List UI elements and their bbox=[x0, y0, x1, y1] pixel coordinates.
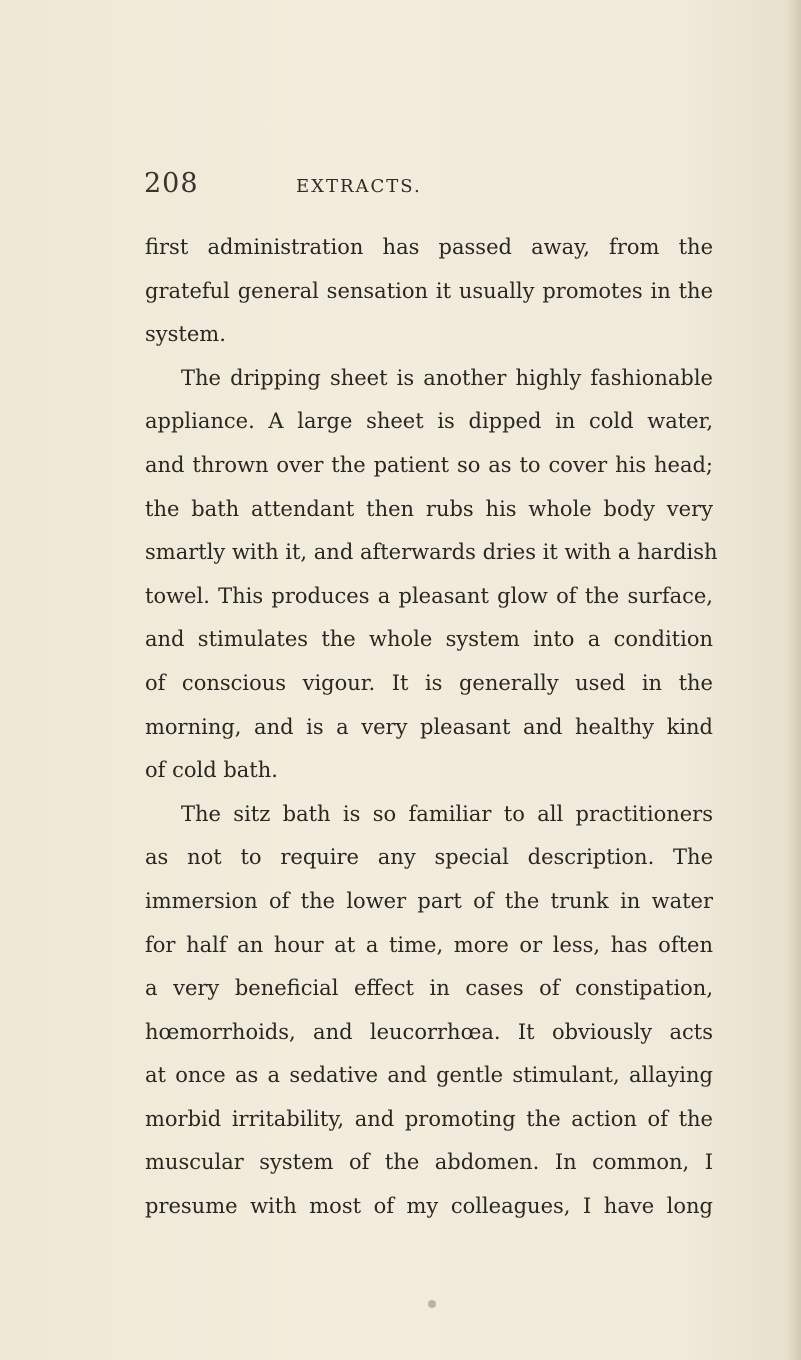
text-line: hœmorrhoids, and leucorrhœa. It obviously acts bbox=[145, 1019, 713, 1044]
text-line: a very beneficial effect in cases of constipation, bbox=[145, 976, 713, 1001]
text-line: towel. This produces a pleasant glow of the surface, bbox=[145, 583, 713, 608]
text-line: the bath attendant then rubs his whole body very bbox=[145, 496, 713, 521]
running-head: EXTRACTS. bbox=[296, 176, 422, 197]
text-line: smartly with it, and afterwards dries it with a hardish bbox=[145, 540, 718, 565]
text-line: as not to require any special description. The bbox=[145, 845, 713, 870]
text-line: immersion of the lower part of the trunk in water bbox=[145, 888, 713, 913]
text-line: system. bbox=[145, 322, 226, 347]
text-line: of conscious vigour. It is generally used in the bbox=[145, 670, 713, 695]
text-line: for half an hour at a time, more or less, has often bbox=[145, 932, 713, 957]
text-line: The dripping sheet is another highly fashionable bbox=[181, 365, 713, 390]
text-line: at once as a sedative and gentle stimulant, allaying bbox=[145, 1063, 713, 1088]
body-text bbox=[145, 226, 718, 1229]
text-line: presume with most of my colleagues, I have long bbox=[145, 1194, 713, 1219]
text-line: morbid irritability, and promoting the action of the bbox=[145, 1106, 713, 1131]
text-line: and thrown over the patient so as to cover his head; bbox=[145, 452, 713, 477]
ink-speck bbox=[428, 1300, 436, 1308]
page-header bbox=[0, 168, 801, 208]
text-line: muscular system of the abdomen. In common, I bbox=[145, 1150, 713, 1175]
page-number: 208 bbox=[144, 168, 199, 199]
text-line: The sitz bath is so familiar to all practitioners bbox=[181, 801, 713, 826]
text-line: appliance. A large sheet is dipped in cold water, bbox=[145, 409, 713, 434]
text-line: of cold bath. bbox=[145, 758, 278, 783]
text-line: and stimulates the whole system into a condition bbox=[145, 627, 713, 652]
text-line: morning, and is a very pleasant and healthy kind bbox=[145, 714, 713, 739]
text-line: grateful general sensation it usually promotes in the bbox=[145, 278, 713, 303]
text-line: first administration has passed away, from the bbox=[145, 235, 713, 259]
